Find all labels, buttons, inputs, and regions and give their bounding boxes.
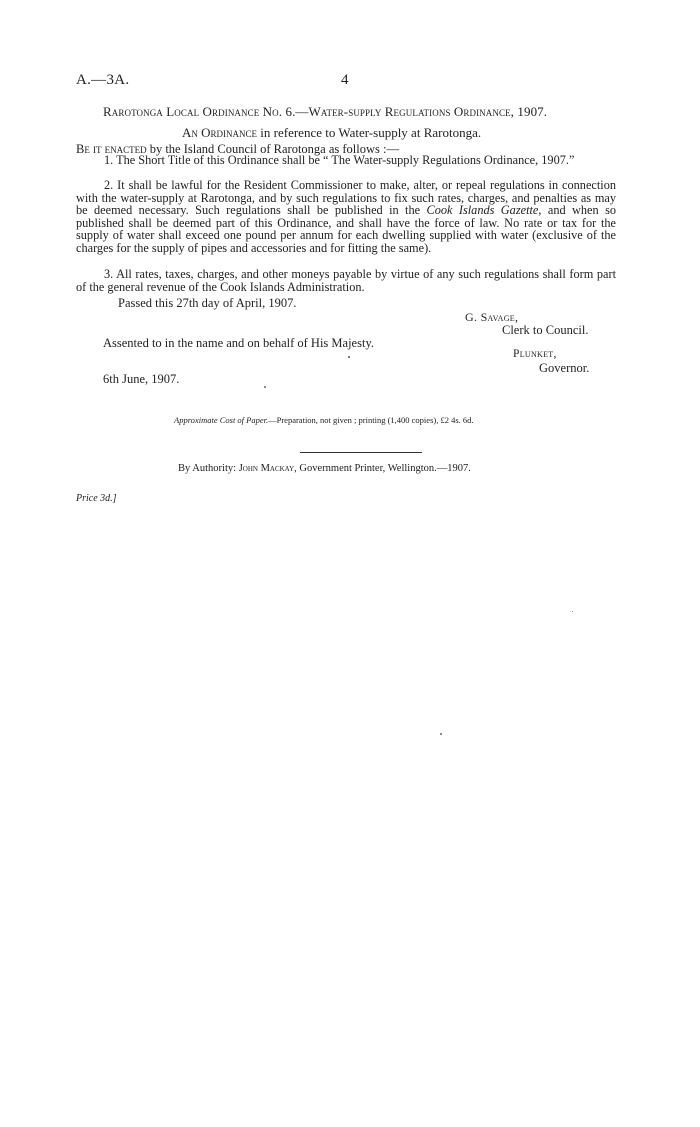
section-2-text-a: 2. It shall be lawful for the Resident Commissioner to make, alter, or repeal regulations in connection with the water-supply at Rarotonga, and by such regulations to fix such rates, charges, and penalties as may be deemed necessary. Such regulations shall be published in the [76,178,616,218]
section-1-paragraph: 1. The Short Title of this Ordinance shall be “ The Water-supply Regulations Ordinance, 1907.” [104,153,575,167]
assent-statement: Assented to in the name and on behalf of His Majesty. [103,336,375,350]
passed-date: Passed this 27th day of April, 1907. [118,296,297,310]
ordinance-title: Rarotonga Local Ordinance No. 6.—Water-supply Regulations Ordinance, 1907. [103,104,548,119]
printer-name: John Mackay [238,463,295,474]
price-label: Price 3d.] [76,493,117,504]
page-number: 4 [341,72,349,88]
subtitle-rest: in reference to Water-supply at Rarotonga. [257,125,482,140]
cost-of-paper-note [174,415,474,425]
section-3-paragraph: 3. All rates, taxes, charges, and other moneys payable by virtue of any such regulations shall form part of the general revenue of the Cook Islands Administration. [76,267,616,294]
enacting-lead: Be it enacted [76,142,147,156]
gazette-title: Cook Islands Gazette [426,203,539,218]
clerk-signature-name: G. Savage, [465,310,519,324]
ordinance-subtitle [182,125,481,141]
scan-speck [264,386,266,388]
clerk-signature-title: Clerk to Council. [502,323,589,337]
enacting-rest: by the Island Council of Rarotonga as follows :— [146,142,399,156]
governor-signature-name: Plunket, [513,348,557,360]
scan-speck [440,733,442,735]
printer-imprint [178,463,471,474]
authority-lead: By Authority: [178,463,239,474]
assent-date: 6th June, 1907. [103,372,180,386]
section-2-paragraph [76,179,616,255]
scan-speck [348,356,350,358]
subtitle-lead: An Ordinance [182,125,258,140]
cost-text: —Preparation, not given ; printing (1,400 copies), £2 4s. 6d. [268,415,474,425]
scan-speck [572,611,573,612]
footer-divider [300,452,422,453]
governor-signature-title: Governor. [539,361,590,375]
section-2-text-b: , and when so published shall be deemed part of this Ordinance, and shall have the force of law. No rate or tax for the supply of water shall exceed one pound per annum for each dwelling supplied with water (exclusive of the charges for the supply of pipes and accessories and for fitting the same). [76,203,617,255]
cost-label: Approximate Cost of Paper. [174,415,269,425]
printer-rest: , Government Printer, Wellington.—1907. [294,463,471,474]
document-reference: A.—3A. [76,72,130,88]
